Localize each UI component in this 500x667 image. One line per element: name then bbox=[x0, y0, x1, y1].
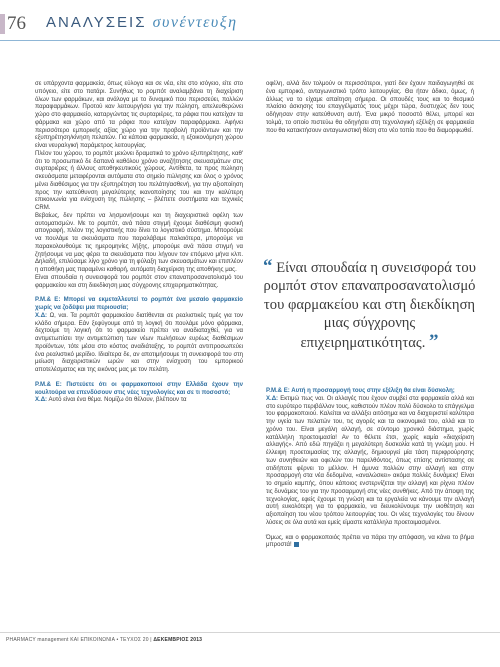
footer-magazine: PHARMACY management KAI EΠΙΚΟΙΝΩΝΙΑ bbox=[6, 637, 115, 643]
footer-date: ΔΕΚΕΜΒΡΙΟΣ 2013 bbox=[153, 637, 203, 643]
question: Ρ.Μ.& Ε: Πιστεύετε ότι οι φαρμακοποιοί στην Ελλάδα έχουν την κουλτούρα να επενδύσουν στις νέες τεχνολογίες και σε τι ποσοστό; bbox=[35, 381, 243, 396]
answer-text: Αυτό είναι ένα θέμα. Νομίζω ότι θέλουν, βλέπουν τα bbox=[48, 397, 187, 404]
answer-text: Εκτιμώ πως ναι. Οι αλλαγές που έχουν συμβεί στα φαρμακεία αλλά και στο ευρύτερο περιβάλλον τους, καθιστούν πλέον πολύ δύσκολο το επάγγελμα του φαρμακοποιού. Καλείται να αλλάξει αιτόσημα και να διαχειριστεί καλύτερα την υγεία των πελατών του, τις αγορές και τα οικονομικά του, αλλά και το χρόνο του. Είναι μεγάλη αλλαγή, σε σύντομο χρονικό διάστημα, χωρίς κατάλληλη προετοιμασία! Αν το θέλετε έτσι, χωρίς καμία «διαχείριση αλλαγής». Από εδώ πηγάζει η μεγαλύτερη δυσκολία κατά τη γνώμη μου. Η έλλειψη προετοιμασίας της αλλαγής, δημιουργεί μία τάση περιφρούρησης των συνηθειών και οφελών του παρελθόντος, όπως επίσης αντίστασης σε οτιδήποτε φέρνει το μέλλον. Η άμυνα πολλών στην αλλαγή και στην προσαρμογή στα νέα δεδομένα, «αναλώσκει» ακόμα πολλές δυνάμεις! Είναι το σημείο καμπής, όπου κάποιος ενστερνίζεται την αλλαγή και ρίχνει πλέον τις δυνάμεις του για την προσαρμογή στις νέες συνθήκες. Από την άποψη της τεχνολογίας, εφείς έχουμε τη γνώση και τα εργαλεία να κάνουμε την αλλαγή αυτή ευκολότερη για το φαρμακείο, να διευκολύνουμε την υιοθέτηση και αξιοποίηση του νέου τρόπου λειτουργίας του. Οι νέες τεχνολογίες του δίνουν λύσεις σε όλα αυτά και εμείς είμαστε κατάλληλα προετοιμασμένοι. bbox=[266, 395, 474, 526]
answer-label: Χ.Δ: bbox=[35, 397, 48, 404]
paragraph: Πλέον του χώρου, το ρομπότ μειώνει δραματικά το χρόνο εξυπηρέτησης, καθ' ότι το προσωπικό δε δαπανά καθόλου χρόνο αναζήτησης σκευασμάτων στις συρταριέρες ή άλλους αποθηκευτικούς χώρους. Αντίθετα, τα προς πώληση σκευάσματα μεταφέρονται αυτόματα στο σημείο πώλησης και όλος ο χρόνος μένει διαθέσιμος για την εξυπηρέτηση του πελάτη/ασθενή, για την αξιοποίηση προς την κατεύθυνση μεγαλύτερης ικανοποίησης του και την καλύτερη επικοινωνία για ενίσχυση της πώλησης – βλέπετε συστήματα και τεχνικές CRM. bbox=[35, 150, 243, 211]
right-column-lower bbox=[266, 388, 474, 550]
closing-paragraph: Όμως, και ο φαρμακοποιός πρέπει να πάρει την απόφαση, να κάνει το βήμα μπροστά! bbox=[266, 534, 474, 549]
right-column bbox=[266, 81, 474, 135]
answer-text: Ω, ναι. Τα ρομπότ φαρμακείου διατίθενται σε ρεαλιστικές τιμές για τον κλάδο σήμερα. Εάν ξεφύγουμε από τη λογική ότι πουλάμε μόνο φάρμακα, δεχτούμε τη λογική ότι το φαρμακείο πρέπει να αναδιαταχθεί, για να αντιμετωπίσει την αντιμετώπιση των νέων πωλήσεων ευρέως διαθέσιμων προϊόντων, τότε μέσα στο κόστος αναδιάταξης, το ρομπότ αντιπροσωπεύει ένα ρεαλιστικό μερίδιο. Ιδιαίτερα δε, αν αποτιμήσουμε τη συνεισφορά του στη μείωση διαχειριστικών ωρών και στην ενίσχυση του εμπορικού αποτελέσματος και της εικόνας μας με τον πελάτη. bbox=[35, 312, 243, 373]
answer bbox=[266, 396, 474, 528]
question: Ρ.Μ.& Ε: Αυτή η προσαρμογή τους στην εξέλιξη θα είναι δύσκολη; bbox=[266, 388, 455, 394]
header-rule bbox=[0, 40, 500, 41]
answer bbox=[35, 397, 243, 405]
answer bbox=[35, 313, 243, 375]
section-label: ΑΝΑΛΥΣΕΙΣ bbox=[46, 14, 147, 31]
quote-close-icon: ” bbox=[429, 330, 439, 352]
header-accent-bar bbox=[0, 14, 5, 34]
quote-open-icon: “ bbox=[263, 256, 273, 277]
footer bbox=[6, 637, 202, 643]
question: Ρ.Μ.& Ε: Μπορεί να εκμεταλλευτεί το ρομπότ ένα μεσαίο φαρμακείο χωρίς να ζοδέψει μια περιουσία; bbox=[35, 297, 243, 311]
footer-rule bbox=[0, 632, 500, 633]
paragraph: Είναι σπουδαία η συνεισφορά του ρομπότ στον επαναπροσανατολισμό του φαρμακείου και στη διεκδίκηση μιας σύγχρονης επιχειρηματικότητας. bbox=[35, 274, 243, 289]
subsection-label: συνέντευξη bbox=[152, 14, 238, 31]
footer-issue: • ΤΕΥΧΟΣ 20 | bbox=[116, 637, 152, 643]
page-number: 76 bbox=[7, 13, 26, 34]
pull-quote-text: Είναι σπουδαία η συνεισφορά του ρομπότ στον επαναπροσανατολισμό του φαρμακείου και στη διεκδίκηση μιας σύγχρονης επιχειρηματικότητας. bbox=[263, 260, 476, 351]
pull-quote bbox=[262, 258, 477, 352]
paragraph: σε υπάρχοντα φαρμακεία, όπως εύλογα και σε νέα, είτε στο ισόγειο, είτε στο υπόγειο, είτε στο πατάρι. Συνήθως το ρομπότ αναλαμβάνει τη διαχείριση όλων των φαρμάκων, και ανάλογα με το δυναμικό που περισσεύει, πολλών παραφαρμάκων. Προτού καν λειτουργήσει για την πώληση, απελευθερώνει χώρο στο φαρμακείο, καταργώντας τις συρταριέρες, τα ράφια που κατείχαν τα φάρμακα και χώρο από τα ράφια που κατείχαν παραφάρμακα. Αφήνει περισσότερο εμπορικής αξίας χώρο για την προβολή προϊόντων και την εξυπηρέτηση/κίνηση πελατών. Για κάποια φαρμακεία, η εξοικονόμηση χώρου είναι νευραλγική παράμετρος λειτουργίας. bbox=[35, 81, 243, 149]
paragraph: Βεβαίως, δεν πρέπει να λησμονήσουμε και τη διαχειριστικά οφέλη των αυτοματισμών. Με το ρομπότ, ανά πάσα στιγμή έχουμε διαθέσιμη φυσική απογραφή, πλέον της λογιστικής που δίνει το λογιστικό σύστημα. Μπορούμε να πουλάμε τα σκευάσματα που παραλάβαμε παλαιότερα, μπορούμε να παρακολουθούμε τις ημερομηνίες λήξης, μπορούμε ανά πάσα στιγμή να ζητήσουμε να μας φέρει τα σκευάσματα που λήγουν τον επόμενο μήνα κλπ. Δηλαδή, επιλύσαμε λίγο χρόνο για τη φύλαξη των σκευασμάτων και επιπλέον η αποθήκη μας παραμένει καθαρή, αυτόματη διαχείριση της αποθήκης μας. bbox=[35, 212, 243, 273]
answer-label: Χ.Δ: bbox=[35, 312, 48, 319]
section-title bbox=[46, 14, 238, 32]
left-column bbox=[35, 81, 243, 405]
end-mark-icon bbox=[294, 542, 299, 547]
answer-label: Χ.Δ: bbox=[266, 395, 279, 402]
paragraph: οφέλη, αλλά δεν τολμούν οι περισσότεροι, γιατί δεν έχουν παιδαγωγηθεί σε ένα εμπορικό, ανταγωνιστικό τρόπο λειτουργίας. Θα ήταν άδικο, όμως, ή άλλως να το είχαμε απαίτηση σήμερα. Οι σπουδές τους και το θεσμικό πλαίσιο άσκησης του επαγγέλματός τους μέχρι τώρα, δυστυχώς δεν τους οδήγησαν στην κατεύθυνση αυτή. Ένα μικρό ποσοστό θέλει, μπορεί και τολμά, το οποίο πιστεύω θα οδηγήσει στη τεχνολογική εξέλιξη σε φαρμακεία που θα κατακτήσουν ανταγωνιστική θέση στο νέο τοπίο που θα διαμορφωθεί. bbox=[266, 81, 474, 134]
